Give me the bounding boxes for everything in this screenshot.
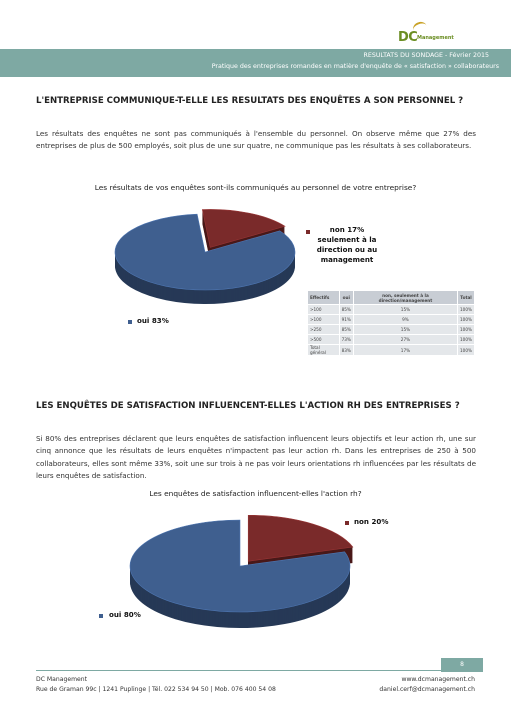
chart2-pie [120, 506, 380, 646]
chart1-label-non: non 17% seulement à la direction ou au management [316, 225, 378, 264]
table-cell: 85% [339, 325, 353, 335]
section2-heading: LES ENQUÊTES DE SATISFACTION INFLUENCENT-ELLES L'ACTION RH DES ENTREPRISES ? [36, 401, 460, 411]
logo-subtext: Management [417, 35, 454, 41]
legend-oui-marker [128, 320, 132, 324]
table-cell: 83% [339, 345, 353, 356]
legend-oui-marker [99, 614, 103, 618]
table-header-row [308, 291, 475, 305]
chart2-label-oui: oui 80% [109, 610, 141, 619]
chart1-label-oui: oui 83% [137, 316, 169, 325]
table-cell: 15% [353, 305, 457, 315]
table-row [308, 345, 475, 356]
table-cell: >250 [308, 325, 340, 335]
chart1-data-table [307, 290, 475, 356]
table-row [308, 315, 475, 325]
table-cell: 27% [353, 335, 457, 345]
chart1-pie [100, 200, 320, 330]
table-cell: Total général [308, 345, 340, 356]
table-header-cell: oui [339, 291, 353, 305]
table-cell: 85% [339, 305, 353, 315]
chart2-slices [130, 515, 353, 628]
table-cell: 73% [339, 335, 353, 345]
footer-divider [36, 670, 476, 671]
footer-company: DC Management [36, 676, 88, 683]
section1-paragraph: Les résultats des enquêtes ne sont pas communiqués à l'ensemble du personnel. On observe même que 27% des entreprises de plus de 500 employés, soit plus de une sur quatre, ne communique pas les résultats à ses collaborateurs. [36, 129, 476, 151]
table-cell: 100% [458, 315, 475, 325]
table-cell: >100 [308, 305, 340, 315]
legend-non-marker [306, 230, 310, 234]
table-header-cell: non, seulement à la direction/management [353, 291, 457, 305]
header-banner [0, 49, 511, 77]
table-cell: 100% [458, 345, 475, 356]
logo-text: DC [398, 30, 418, 45]
table-cell: 9% [353, 315, 457, 325]
chart1-slices [115, 209, 295, 304]
company-logo [398, 26, 458, 48]
table-cell: 100% [458, 335, 475, 345]
table-header-cell: Total [458, 291, 475, 305]
table-header-cell: Effectifs [308, 291, 340, 305]
footer-email[interactable]: daniel.cerf@dcmanagement.ch [379, 686, 475, 693]
section2-paragraph: Si 80% des entreprises déclarent que leurs enquêtes de satisfaction influencent leurs objectifs et leur action rh, une sur cinq annonce que les résultats de leurs enquêtes n'impactent pas leur action rh. Dans les entreprises de 250 à 500 collaborateurs, elles sont même 33%, soit une sur trois à ne pas voir leurs orientations rh influencées par les résultats de leurs enquêtes de satisfaction. [36, 434, 476, 481]
chart2-label-non: non 20% [354, 517, 389, 526]
page-number: 8 [441, 658, 483, 672]
banner-subtitle: Pratique des entreprises romandes en matière d'enquête de « satisfaction » collaborateurs [211, 63, 499, 70]
table-cell: 100% [458, 305, 475, 315]
chart2-title: Les enquêtes de satisfaction influencent-elles l'action rh? [149, 489, 362, 498]
table-cell: 15% [353, 325, 457, 335]
table-row [308, 305, 475, 315]
footer-address: Rue de Graman 99c | 1241 Puplinge | Tél. 022 534 94 50 | Mob. 076 400 54 08 [36, 686, 276, 693]
banner-title: RESULTATS DU SONDAGE - Février 2015 [363, 52, 489, 59]
legend-non-marker [345, 521, 349, 525]
table-cell: >500 [308, 335, 340, 345]
table-cell: 91% [339, 315, 353, 325]
table-cell: 100% [458, 325, 475, 335]
table-cell: >100 [308, 315, 340, 325]
section1-heading: L'ENTREPRISE COMMUNIQUE-T-ELLE LES RESULTATS DES ENQUÊTES A SON PERSONNEL ? [36, 96, 464, 106]
footer-website[interactable]: www.dcmanagement.ch [401, 676, 475, 683]
table-cell: 17% [353, 345, 457, 356]
chart1-title: Les résultats de vos enquêtes sont-ils communiqués au personnel de votre entreprise? [94, 183, 417, 192]
table-row [308, 335, 475, 345]
table-row [308, 325, 475, 335]
